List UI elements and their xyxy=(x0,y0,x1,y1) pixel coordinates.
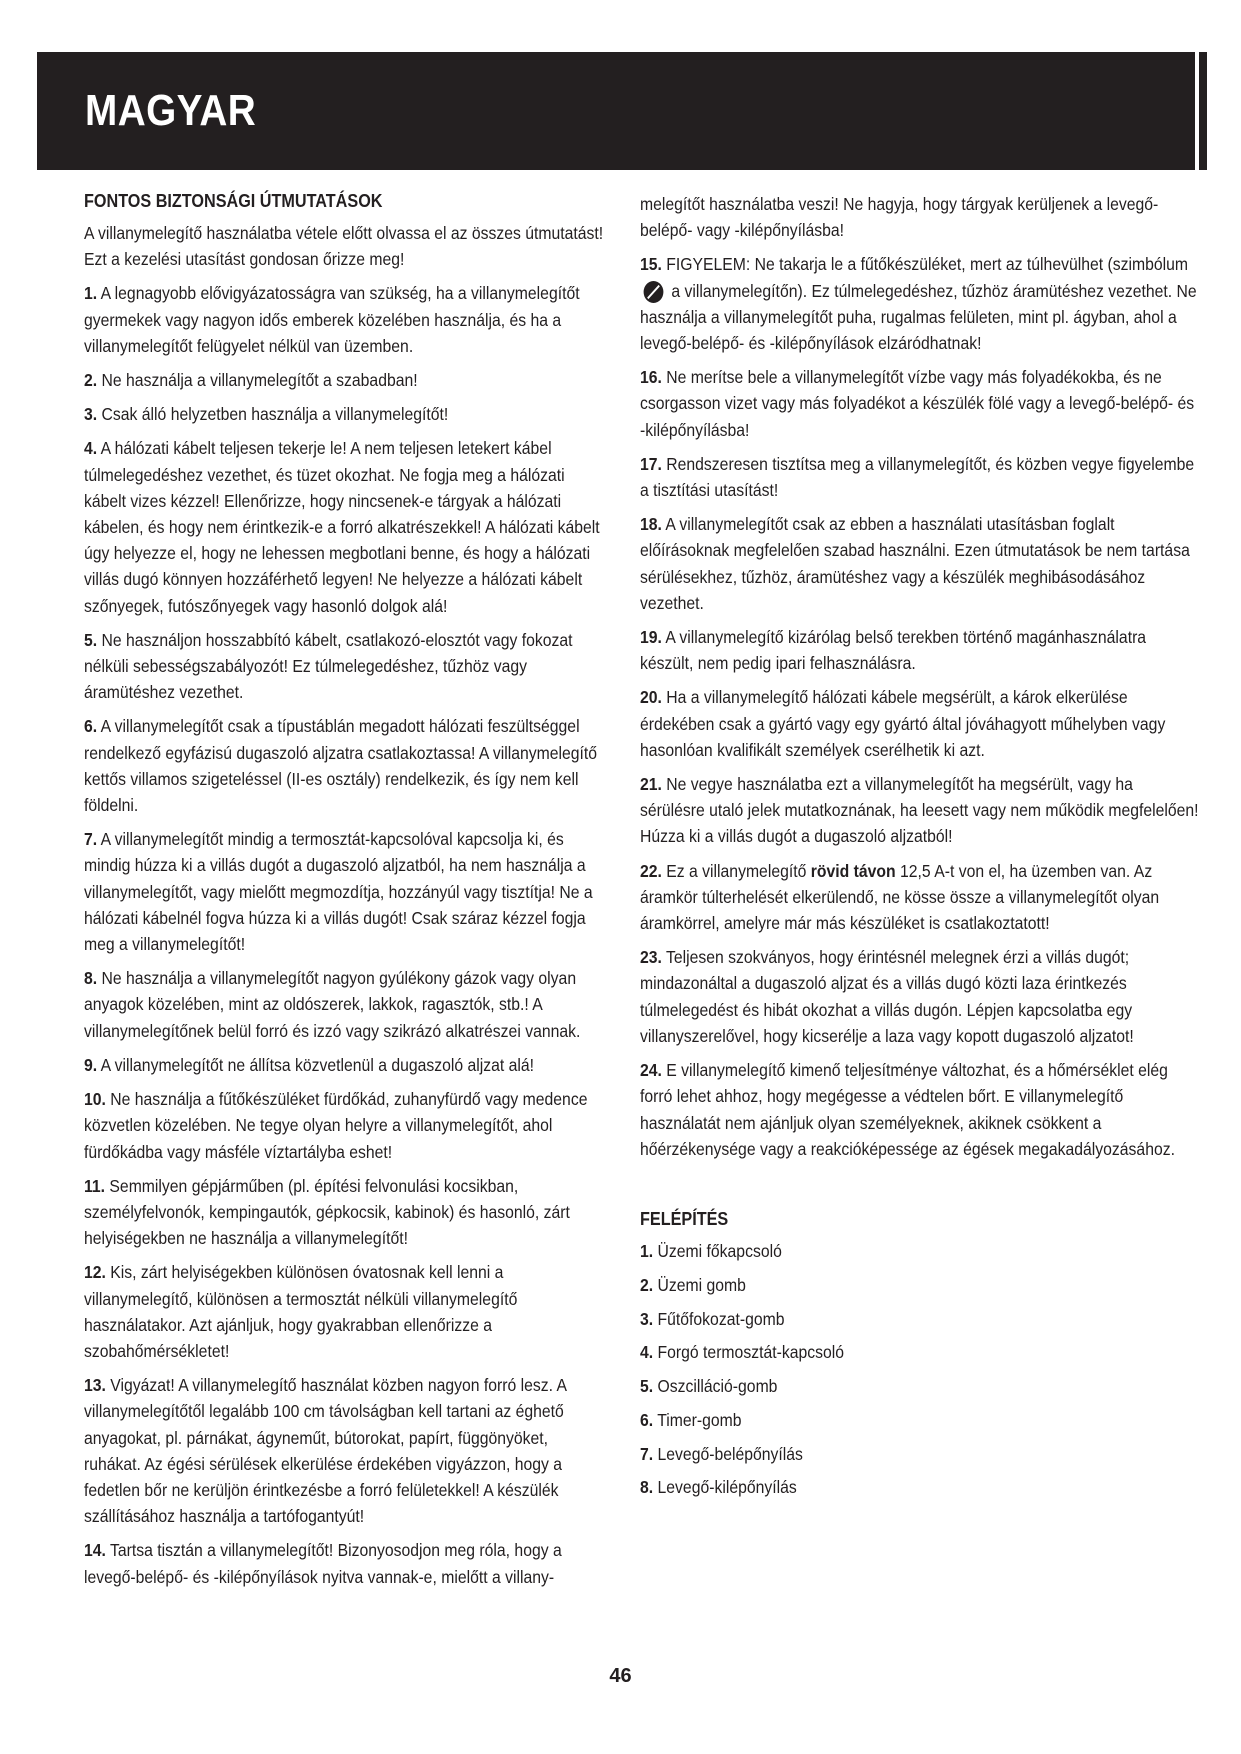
item-number: 14. xyxy=(84,1540,106,1561)
item-number: 2. xyxy=(84,370,98,391)
item-number: 1. xyxy=(84,283,98,304)
part-label: Forgó termosztát-kapcsoló xyxy=(657,1342,844,1363)
item-14-continuation: melegítőt használatba veszi! Ne hagyja, hogy tárgyak kerüljenek a levegő-belépő- vagy -kilépőnyílásba! xyxy=(640,194,1159,241)
safety-item xyxy=(84,401,603,427)
item-text: Ne merítse bele a villanymelegítőt vízbe vagy más folyadékokba, és ne csorgasson vizet vagy más folyadékot a készülék fölé vagy a levegő-belépő- és -kilépőnyílásba! xyxy=(640,367,1195,440)
item-text: A villanymelegítő kizárólag belső terekben történő magánhasználatra készült, nem pedig ipari felhasználásra. xyxy=(640,627,1147,674)
item-text: Ez a villanymelegítő xyxy=(666,860,807,881)
part-item xyxy=(640,1238,1199,1264)
do-not-cover-icon xyxy=(644,281,664,303)
item-number: 17. xyxy=(640,453,662,474)
item-number: 21. xyxy=(640,774,662,795)
item-text: Ne használja a villanymelegítőt nagyon gyúlékony gázok vagy olyan anyagok közelében, mint az oldószerek, lakkok, ragasztók, stb.! A villanymelegítőnek belül forró és izzó vagy szikrázó alkatrészei vannak. xyxy=(84,968,581,1041)
item-text: Kis, zárt helyiségekben különösen óvatosnak kell lenni a villanymelegítő, különösen a termosztát nélküli villanymelegítő használatakor. Azt ajánljuk, hogy gyakrabban ellenőrizze a szobahőmérsékletet! xyxy=(84,1262,518,1361)
left-column xyxy=(84,188,604,1598)
part-label: Fűtőfokozat-gomb xyxy=(657,1308,785,1329)
item-text: 12,5 A-t von el, ha üzemben van. Az áramkör túlterhelését elkerülendő, ne kösse össze a villanymelegítőt olyan áramkörrel, amelyre már más készüléket is csatlakoztatott! xyxy=(640,860,1160,934)
safety-item xyxy=(640,684,1199,763)
safety-item xyxy=(84,1086,603,1165)
item-text-bold: rövid távon xyxy=(810,860,896,881)
safety-heading: FONTOS BIZTONSÁGI ÚTMUTATÁSOK xyxy=(84,191,383,211)
part-item xyxy=(640,1373,1199,1399)
safety-items-right-end xyxy=(640,944,1200,1162)
safety-item xyxy=(84,435,603,618)
item-text: A hálózati kábelt teljesen tekerje le! A nem teljesen letekert kábel túlmelegedéshez vezethet, és tüzet okozhat. Ne fogja meg a hálózati kábelt vizes kézzel! Ellenőrizze, hogy nincsenek-e tárgyak a hálózati kábelen, és hogy nem érintkezik-e a forró alkatrészekkel! A hálózati kábelt úgy helyezze el, hogy ne lehessen megbotlani benne, és hogy a hálózati villás dugó könnyen hozzáférhető legyen! Ne helyezze a hálózati kábelt szőnyegek, futószőnyegek vagy hasonló dolgok alá! xyxy=(84,438,600,616)
part-item xyxy=(640,1272,1199,1298)
safety-item xyxy=(84,280,603,359)
language-header-bar xyxy=(37,52,1207,170)
part-number: 7. xyxy=(640,1443,654,1464)
item-number: 11. xyxy=(84,1175,106,1196)
parts-list xyxy=(640,1238,1200,1501)
item-number: 18. xyxy=(640,514,662,535)
safety-item xyxy=(84,627,603,706)
part-number: 6. xyxy=(640,1409,654,1430)
part-number: 1. xyxy=(640,1240,654,1261)
part-number: 3. xyxy=(640,1308,654,1329)
part-item xyxy=(640,1441,1199,1467)
language-title: MAGYAR xyxy=(85,86,257,135)
safety-item xyxy=(84,1372,603,1529)
item-number: 10. xyxy=(84,1089,106,1110)
safety-item xyxy=(640,451,1199,503)
part-label: Üzemi gomb xyxy=(657,1274,746,1295)
item-number: 7. xyxy=(84,829,98,850)
part-item xyxy=(640,1306,1199,1332)
item-text: Ne használjon hosszabbító kábelt, csatlakozó-elosztót vagy fokozat nélküli sebességszabályozót! Ez túlmelegedéshez, tűzhöz vagy áramütéshez vezethet. xyxy=(84,629,573,703)
safety-item xyxy=(640,364,1199,443)
item-text: Ha a villanymelegítő hálózati kábele megsérült, a károk elkerülése érdekében csak a gyártó vagy egy gyártó által jóváhagyott műhelyben vagy hasonlóan kvalifikált személyek cserélhetik ki azt. xyxy=(640,687,1166,760)
safety-item xyxy=(84,1259,603,1364)
item-text: Vigyázat! A villanymelegítő használat közben nagyon forró lesz. A villanymelegítőtől legalább 100 cm távolságban kell tartani az éghető anyagokat, pl. párnákat, ágyneműt, bútorokat, papírt, függönyöket, ruhákat. Az égési sérülések elkerülése érdekében vigyázzon, hogy a fedetlen bőr ne kerüljön érintkezésbe a forró felületekkel! A készülék szállításához használja a tartófogantyút! xyxy=(84,1375,567,1527)
item-text: E villanymelegítő kimenő teljesítménye változhat, és a hőmérséklet elég forró lehet ahhoz, hogy megégesse a védtelen bőrt. E villanymelegítő használatát nem ajánljuk olyan személyeknek, akiknek csökkent a hőérzékenysége vagy a reakcióképessége az égések megakadályozásához. xyxy=(640,1060,1175,1159)
part-number: 8. xyxy=(640,1477,654,1498)
part-number: 4. xyxy=(640,1342,654,1363)
safety-item-22 xyxy=(640,858,1199,937)
item-text: Ne használja a villanymelegítőt a szabadban! xyxy=(101,370,418,391)
safety-item xyxy=(640,771,1199,850)
safety-items-right xyxy=(640,364,1200,849)
construction-heading: FELÉPÍTÉS xyxy=(640,1208,729,1229)
safety-intro: A villanymelegítő használatba vétele előtt olvassa el az összes útmutatást! Ezt a kezelési utasítást gondosan őrizze meg! xyxy=(84,223,604,270)
item-number: 4. xyxy=(84,438,98,459)
right-column xyxy=(640,191,1200,1508)
safety-item xyxy=(640,511,1199,616)
part-item xyxy=(640,1474,1199,1500)
safety-items-left xyxy=(84,280,604,1589)
safety-item xyxy=(84,826,603,957)
item-text: Tartsa tisztán a villanymelegítőt! Bizonyosodjon meg róla, hogy a levegő-belépő- és -kilépőnyílások nyitva vannak-e, mielőtt a villany- xyxy=(84,1540,562,1587)
part-label: Levegő-belépőnyílás xyxy=(657,1443,803,1464)
item-number: 5. xyxy=(84,629,98,650)
part-item xyxy=(640,1339,1199,1365)
item-number: 23. xyxy=(640,947,662,968)
safety-item xyxy=(84,367,603,393)
item-text: Ne használja a fűtőkészüléket fürdőkád, zuhanyfürdő vagy medence közvetlen közelében. Ne tegye olyan helyre a villanymelegítőt, ahol fürdőkádba vagy másféle víztartályba eshet! xyxy=(84,1089,588,1162)
item-number: 20. xyxy=(640,687,662,708)
item-text: A villanymelegítőt csak az ebben a használati utasításban foglalt előírásoknak megfelelően szabad használni. Ezen útmutatások be nem tartása sérülésekhez, tűzhöz, áramütéshez vagy a készülék meghibásodásához vezethet. xyxy=(640,514,1190,613)
item-number: 9. xyxy=(84,1054,98,1075)
part-number: 2. xyxy=(640,1274,654,1295)
page-number: 46 xyxy=(609,1665,632,1687)
part-label: Timer-gomb xyxy=(657,1409,742,1430)
item-number: 8. xyxy=(84,968,98,989)
safety-item-15 xyxy=(640,251,1199,356)
item-number: 6. xyxy=(84,716,98,737)
safety-item xyxy=(640,624,1199,676)
item-text: Csak álló helyzetben használja a villanymelegítőt! xyxy=(101,404,449,425)
item-text: A villanymelegítőt ne állítsa közvetlenül a dugaszoló aljzat alá! xyxy=(100,1054,535,1075)
item-text-before-symbol: FIGYELEM: Ne takarja le a fűtőkészüléket, mert az túlhevülhet (szimbólum xyxy=(666,254,1189,275)
item-number: 13. xyxy=(84,1375,106,1396)
item-text: A villanymelegítőt mindig a termosztát-kapcsolóval kapcsolja ki, és mindig húzza ki a villás dugót a dugaszoló aljzatból, ha nem használja a villanymelegítőt, vagy mielőtt megmozdítja, hozzányúl vagy tisztítja! Ne a hálózati kábelnél fogva húzza ki a villás dugót! Csak száraz kézzel fogja meg a villanymelegítőt! xyxy=(84,829,593,955)
item-number: 15. xyxy=(640,254,662,275)
safety-item xyxy=(640,1057,1199,1162)
item-number: 22. xyxy=(640,860,662,881)
header-edge-line xyxy=(1195,52,1199,170)
item-number: 12. xyxy=(84,1262,106,1283)
safety-item xyxy=(640,944,1199,1049)
item-text: A legnagyobb elővigyázatosságra van szükség, ha a villanymelegítőt gyermekek vagy nagyon idős emberek közelében használja, és ha a villanymelegítőt felügyelet nélkül van üzemben. xyxy=(84,283,580,356)
safety-item xyxy=(84,965,603,1044)
item-text-after-symbol: a villanymelegítőn). Ez túlmelegedéshez, tűzhöz áramütéshez vezethet. Ne használja a villanymelegítőt puha, rugalmas felületen, mint pl. ágyban, ahol a levegő-belépő- és -kilépőnyílások elzáródhatnak! xyxy=(640,280,1197,354)
item-number: 19. xyxy=(640,627,662,648)
item-text: A villanymelegítőt csak a típustáblán megadott hálózati feszültséggel rendelkező egyfázisú dugaszoló aljzatra csatlakoztassa! A villanymelegítő kettős villamos szigeteléssel (II-es osztály) rendelkezik, és így nem kell földelni. xyxy=(84,716,598,816)
part-label: Oszcilláció-gomb xyxy=(657,1376,778,1397)
safety-item xyxy=(84,1052,603,1078)
safety-item xyxy=(84,713,603,818)
item-number: 24. xyxy=(640,1060,662,1081)
item-number: 3. xyxy=(84,404,98,425)
item-text: Rendszeresen tisztítsa meg a villanymelegítőt, és közben vegye figyelembe a tisztítási utasítást! xyxy=(640,453,1195,501)
part-number: 5. xyxy=(640,1376,654,1397)
item-text: Teljesen szokványos, hogy érintésnél melegnek érzi a villás dugót; mindazonáltal a dugaszoló aljzat és a villás dugó közti laza érintkezés túlmelegedést és hibát okozhat a villás dugón. Lépjen kapcsolatba egy villanyszerelővel, hogy kicserélje a laza vagy kopott dugaszoló aljzatot! xyxy=(640,947,1134,1046)
item-number: 16. xyxy=(640,367,662,388)
safety-item xyxy=(84,1537,603,1589)
part-label: Levegő-kilépőnyílás xyxy=(657,1477,797,1498)
part-item xyxy=(640,1407,1199,1433)
item-text: Ne vegye használatba ezt a villanymelegítőt ha megsérült, vagy ha sérülésre utaló jelek mutatkoznának, ha leesett vagy nem működik megfelelően! Húzza ki a villás dugót a dugaszoló aljzatból! xyxy=(640,774,1199,847)
safety-item xyxy=(84,1173,603,1252)
item-text: Semmilyen gépjárműben (pl. építési felvonulási kocsikban, személyfelvonók, kempingautók, gépkocsik, kabinok) és hasonló, zárt helyiségekben ne használja a villanymelegítőt! xyxy=(84,1175,570,1249)
part-label: Üzemi főkapcsoló xyxy=(657,1240,782,1261)
